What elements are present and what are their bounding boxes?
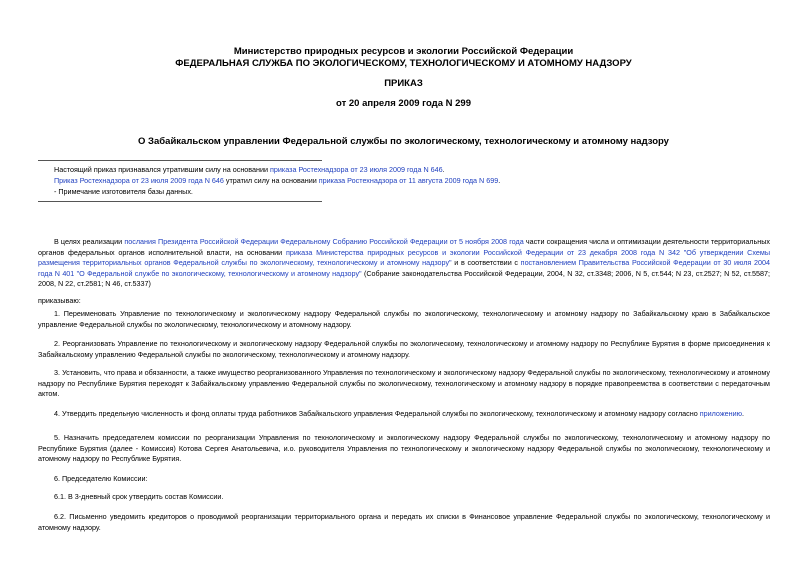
note-1-end: . bbox=[442, 165, 445, 174]
ministry-order-link[interactable]: приказа Министерства природных ресурсов и экологии Российской Федерации от 23 декабря 2008 года N 342 "Об утверждении Схемы размещения территориальных органов Федеральной службы по экологическому, технологическому и атомному надзору" bbox=[38, 247, 770, 267]
paragraph-6-2: 6.2. Письменно уведомить кредиторов о проводимой реорганизации территориального органа и передать их списки в Финансовое управление Федеральной службы по экологическому, технологическому и атомному надзору. bbox=[38, 512, 770, 532]
intro-text-2: части сокращения числа и оптимизации деятельности территориальных органов федеральных органов исполнительной власти, на основании bbox=[38, 237, 770, 257]
paragraph-1: 1. Переименовать Управление по технологическому и экологическому надзору Федеральной службы по экологическому, технологическому и атомному надзору по Забайкальскому краю в Забайкальское управление Федеральной службы по экологическому, технологическому и атомному надзору. bbox=[38, 309, 770, 329]
intro-text-3: и в соответствии с bbox=[451, 258, 521, 267]
document-date-number: от 20 апреля 2009 года N 299 bbox=[336, 98, 471, 109]
note-2-link-2[interactable]: приказа Ростехнадзора от 11 августа 2009 года N 699 bbox=[318, 176, 499, 185]
note-line-2 bbox=[54, 176, 500, 186]
note-line-3: - Примечание изготовителя базы данных. bbox=[54, 187, 193, 196]
paragraph-4 bbox=[38, 409, 770, 420]
appendix-link[interactable]: приложению bbox=[699, 409, 742, 418]
paragraph-3: 3. Установить, что права и обязанности, а также имущество реорганизованного Управления по технологическому и экологическому надзору Федеральной службы по экологическому, технологическому и атомному надзору по Республике Бурятия переходят к Забайкальскому управлению Федеральной службы по экологическому, технологическому и атомному надзору в порядке правопреемства в соответствии с передаточным актом. bbox=[38, 368, 770, 398]
paragraph-6-1: 6.1. В 3-дневный срок утвердить состав Комиссии. bbox=[54, 492, 224, 501]
paragraph-4-text: 4. Утвердить предельную численность и фонд оплаты труда работников Забайкальского управления Федеральной службы по экологическому, технологическому и атомному надзору согласно bbox=[54, 409, 700, 418]
note-2-link-1[interactable]: Приказ Ростехнадзора от 23 июля 2009 года N 646 bbox=[54, 176, 224, 185]
note-2-end: . bbox=[498, 176, 501, 185]
note-1-text: Настоящий приказ признавался утратившим силу на основании bbox=[54, 165, 271, 174]
intro-paragraph bbox=[38, 237, 770, 290]
presidential-address-link[interactable]: послания Президента Российской Федерации Федеральному Собранию Российской Федерации от 5 ноября 2008 года bbox=[124, 237, 524, 246]
paragraph-2: 2. Реорганизовать Управление по технологическому и экологическому надзору Федеральной службы по экологическому, технологическому и атомному надзору по Республике Бурятия в форме присоединения к Забайкальскому управлению Федеральной службы по экологическому, технологическому и атомному надзору. bbox=[38, 339, 770, 359]
document-type: ПРИКАЗ bbox=[384, 78, 423, 89]
note-line-1 bbox=[54, 165, 445, 175]
service-name: ФЕДЕРАЛЬНАЯ СЛУЖБА ПО ЭКОЛОГИЧЕСКОМУ, ТЕХНОЛОГИЧЕСКОМУ И АТОМНОМУ НАДЗОРУ bbox=[175, 58, 632, 69]
orders-line: приказываю: bbox=[38, 296, 81, 305]
paragraph-4-end: . bbox=[742, 409, 744, 418]
note-top-rule bbox=[38, 160, 322, 161]
document-title: О Забайкальском управлении Федеральной службы по экологическому, технологическому и атомному надзору bbox=[138, 136, 669, 147]
note-bottom-rule bbox=[38, 201, 322, 202]
paragraph-5: 5. Назначить председателем комиссии по реорганизации Управления по технологическому и экологическому надзору Федеральной службы по экологическому, технологическому и атомному надзору по Республике Бурятия (далее - Комиссия) Котова Сергея Анатольевича, и.о. руководителя Управления по технологическому и экологическому надзору Федеральной службы по экологическому, технологическому и атомному надзору по Республике Бурятия. bbox=[38, 433, 770, 463]
note-2-text: утратил силу на основании bbox=[223, 176, 319, 185]
note-1-link[interactable]: приказа Ростехнадзора от 23 июля 2009 года N 646 bbox=[270, 165, 443, 174]
government-decree-link[interactable]: постановлением Правительства Российской Федерации от 30 июля 2004 года N 401 "О Федеральной службе по экологическому, технологическому и атомному надзору" bbox=[38, 258, 770, 278]
paragraph-6: 6. Председателю Комиссии: bbox=[54, 474, 148, 483]
intro-text-4: (Собрание законодательства Российской Федерации, 2004, N 32, ст.3348; 2006, N 5, ст.544; N 23, ст.2527; N 52, ст.5587; 2008, N 22, ст.2581; N 46, ст.5337) bbox=[38, 268, 770, 288]
ministry-name: Министерство природных ресурсов и экологии Российской Федерации bbox=[233, 46, 574, 57]
intro-text-1: В целях реализации bbox=[54, 237, 125, 246]
